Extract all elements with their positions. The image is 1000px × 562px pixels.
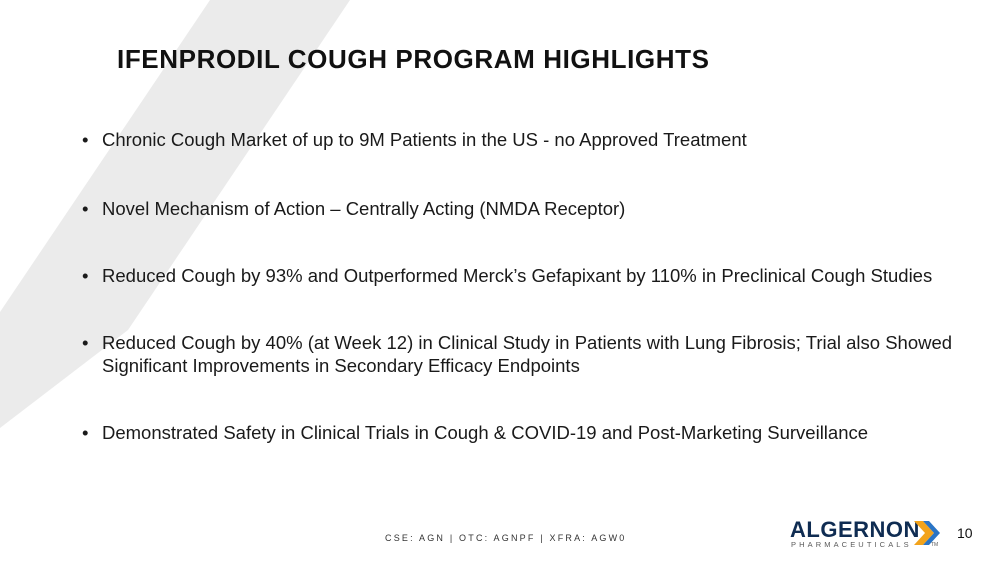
bullet-safety: • Demonstrated Safety in Clinical Trials in Cough & COVID-19 and Post-Marketing Surveillance — [82, 421, 972, 444]
page-number: 10 — [957, 525, 973, 541]
algernon-logo — [790, 519, 950, 551]
bullet-mechanism: • Novel Mechanism of Action – Centrally Acting (NMDA Receptor) — [82, 197, 972, 220]
slide-title: IFENPRODIL COUGH PROGRAM HIGHLIGHTS — [117, 44, 710, 74]
logo-wordmark: ALGERNON — [790, 517, 920, 542]
logo-subtitle: PHARMACEUTICALS — [791, 540, 912, 549]
highlights-list — [82, 128, 972, 444]
logo-trademark: TM — [931, 542, 939, 548]
bullet-preclinical: • Reduced Cough by 93% and Outperformed Merck’s Gefapixant by 110% in Preclinical Cough Studies — [82, 264, 972, 287]
bullet-clinical-study: • Reduced Cough by 40% (at Week 12) in Clinical Study in Patients with Lung Fibrosis; Trial also Showed Significant Improvements in Secondary Efficacy Endpoints — [82, 331, 972, 377]
bullet-market: • Chronic Cough Market of up to 9M Patients in the US - no Approved Treatment — [82, 128, 972, 151]
stock-ticker: CSE: AGN | OTC: AGNPF | XFRA: AGW0 — [385, 533, 627, 543]
